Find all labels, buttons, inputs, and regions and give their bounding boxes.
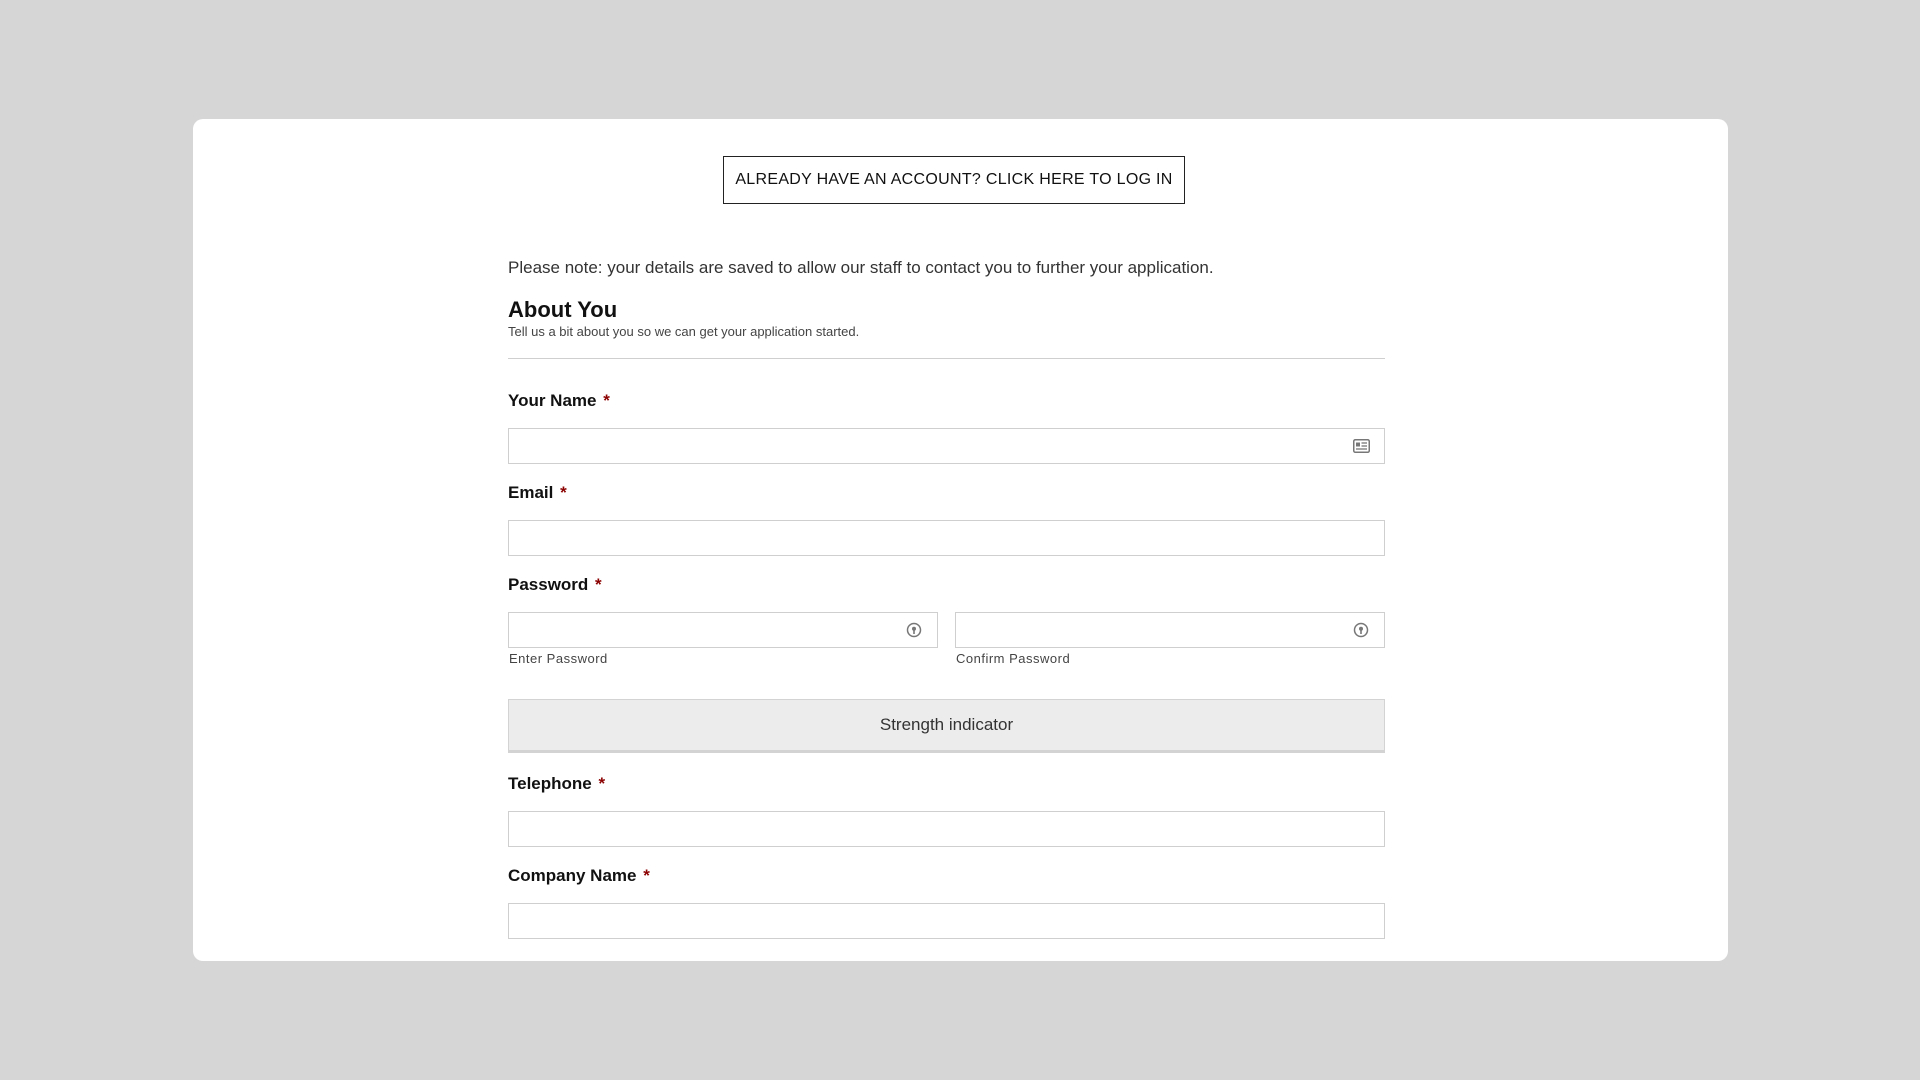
confirm-password-input[interactable] [955, 612, 1385, 648]
required-asterisk: * [595, 575, 602, 594]
telephone-input[interactable] [508, 811, 1385, 847]
required-asterisk: * [598, 774, 606, 793]
name-label [508, 391, 610, 411]
password-input[interactable] [508, 612, 938, 648]
section-subtitle: Tell us a bit about you so we can get your application started. [508, 324, 860, 339]
email-label-text: Email [508, 483, 554, 502]
email-input[interactable] [508, 520, 1385, 556]
company-name-input[interactable] [508, 903, 1385, 939]
telephone-label-text: Telephone [508, 774, 592, 793]
registration-card [193, 119, 1728, 961]
email-label [508, 483, 567, 503]
password-label [508, 575, 602, 595]
password-strength-indicator: Strength indicator [508, 699, 1385, 753]
password-label-text: Password [508, 575, 589, 594]
password-manager-icon[interactable] [1352, 622, 1370, 638]
privacy-note: Please note: your details are saved to allow our staff to contact you to further your application. [508, 258, 1214, 277]
contact-card-icon[interactable] [1352, 438, 1370, 454]
login-button[interactable]: ALREADY HAVE AN ACCOUNT? CLICK HERE TO LOG IN [723, 156, 1185, 204]
required-asterisk: * [560, 483, 567, 502]
confirm-password-hint: Confirm Password [956, 651, 1071, 666]
company-name-label-text: Company Name [508, 866, 637, 885]
required-asterisk: * [603, 391, 610, 410]
required-asterisk: * [643, 866, 650, 885]
password-manager-icon[interactable] [905, 622, 923, 638]
enter-password-hint: Enter Password [509, 651, 608, 666]
company-name-label [508, 866, 650, 886]
name-label-text: Your Name [508, 391, 597, 410]
section-title: About You [508, 297, 618, 322]
section-divider [508, 358, 1385, 359]
telephone-label [508, 774, 605, 794]
name-input[interactable] [508, 428, 1385, 464]
